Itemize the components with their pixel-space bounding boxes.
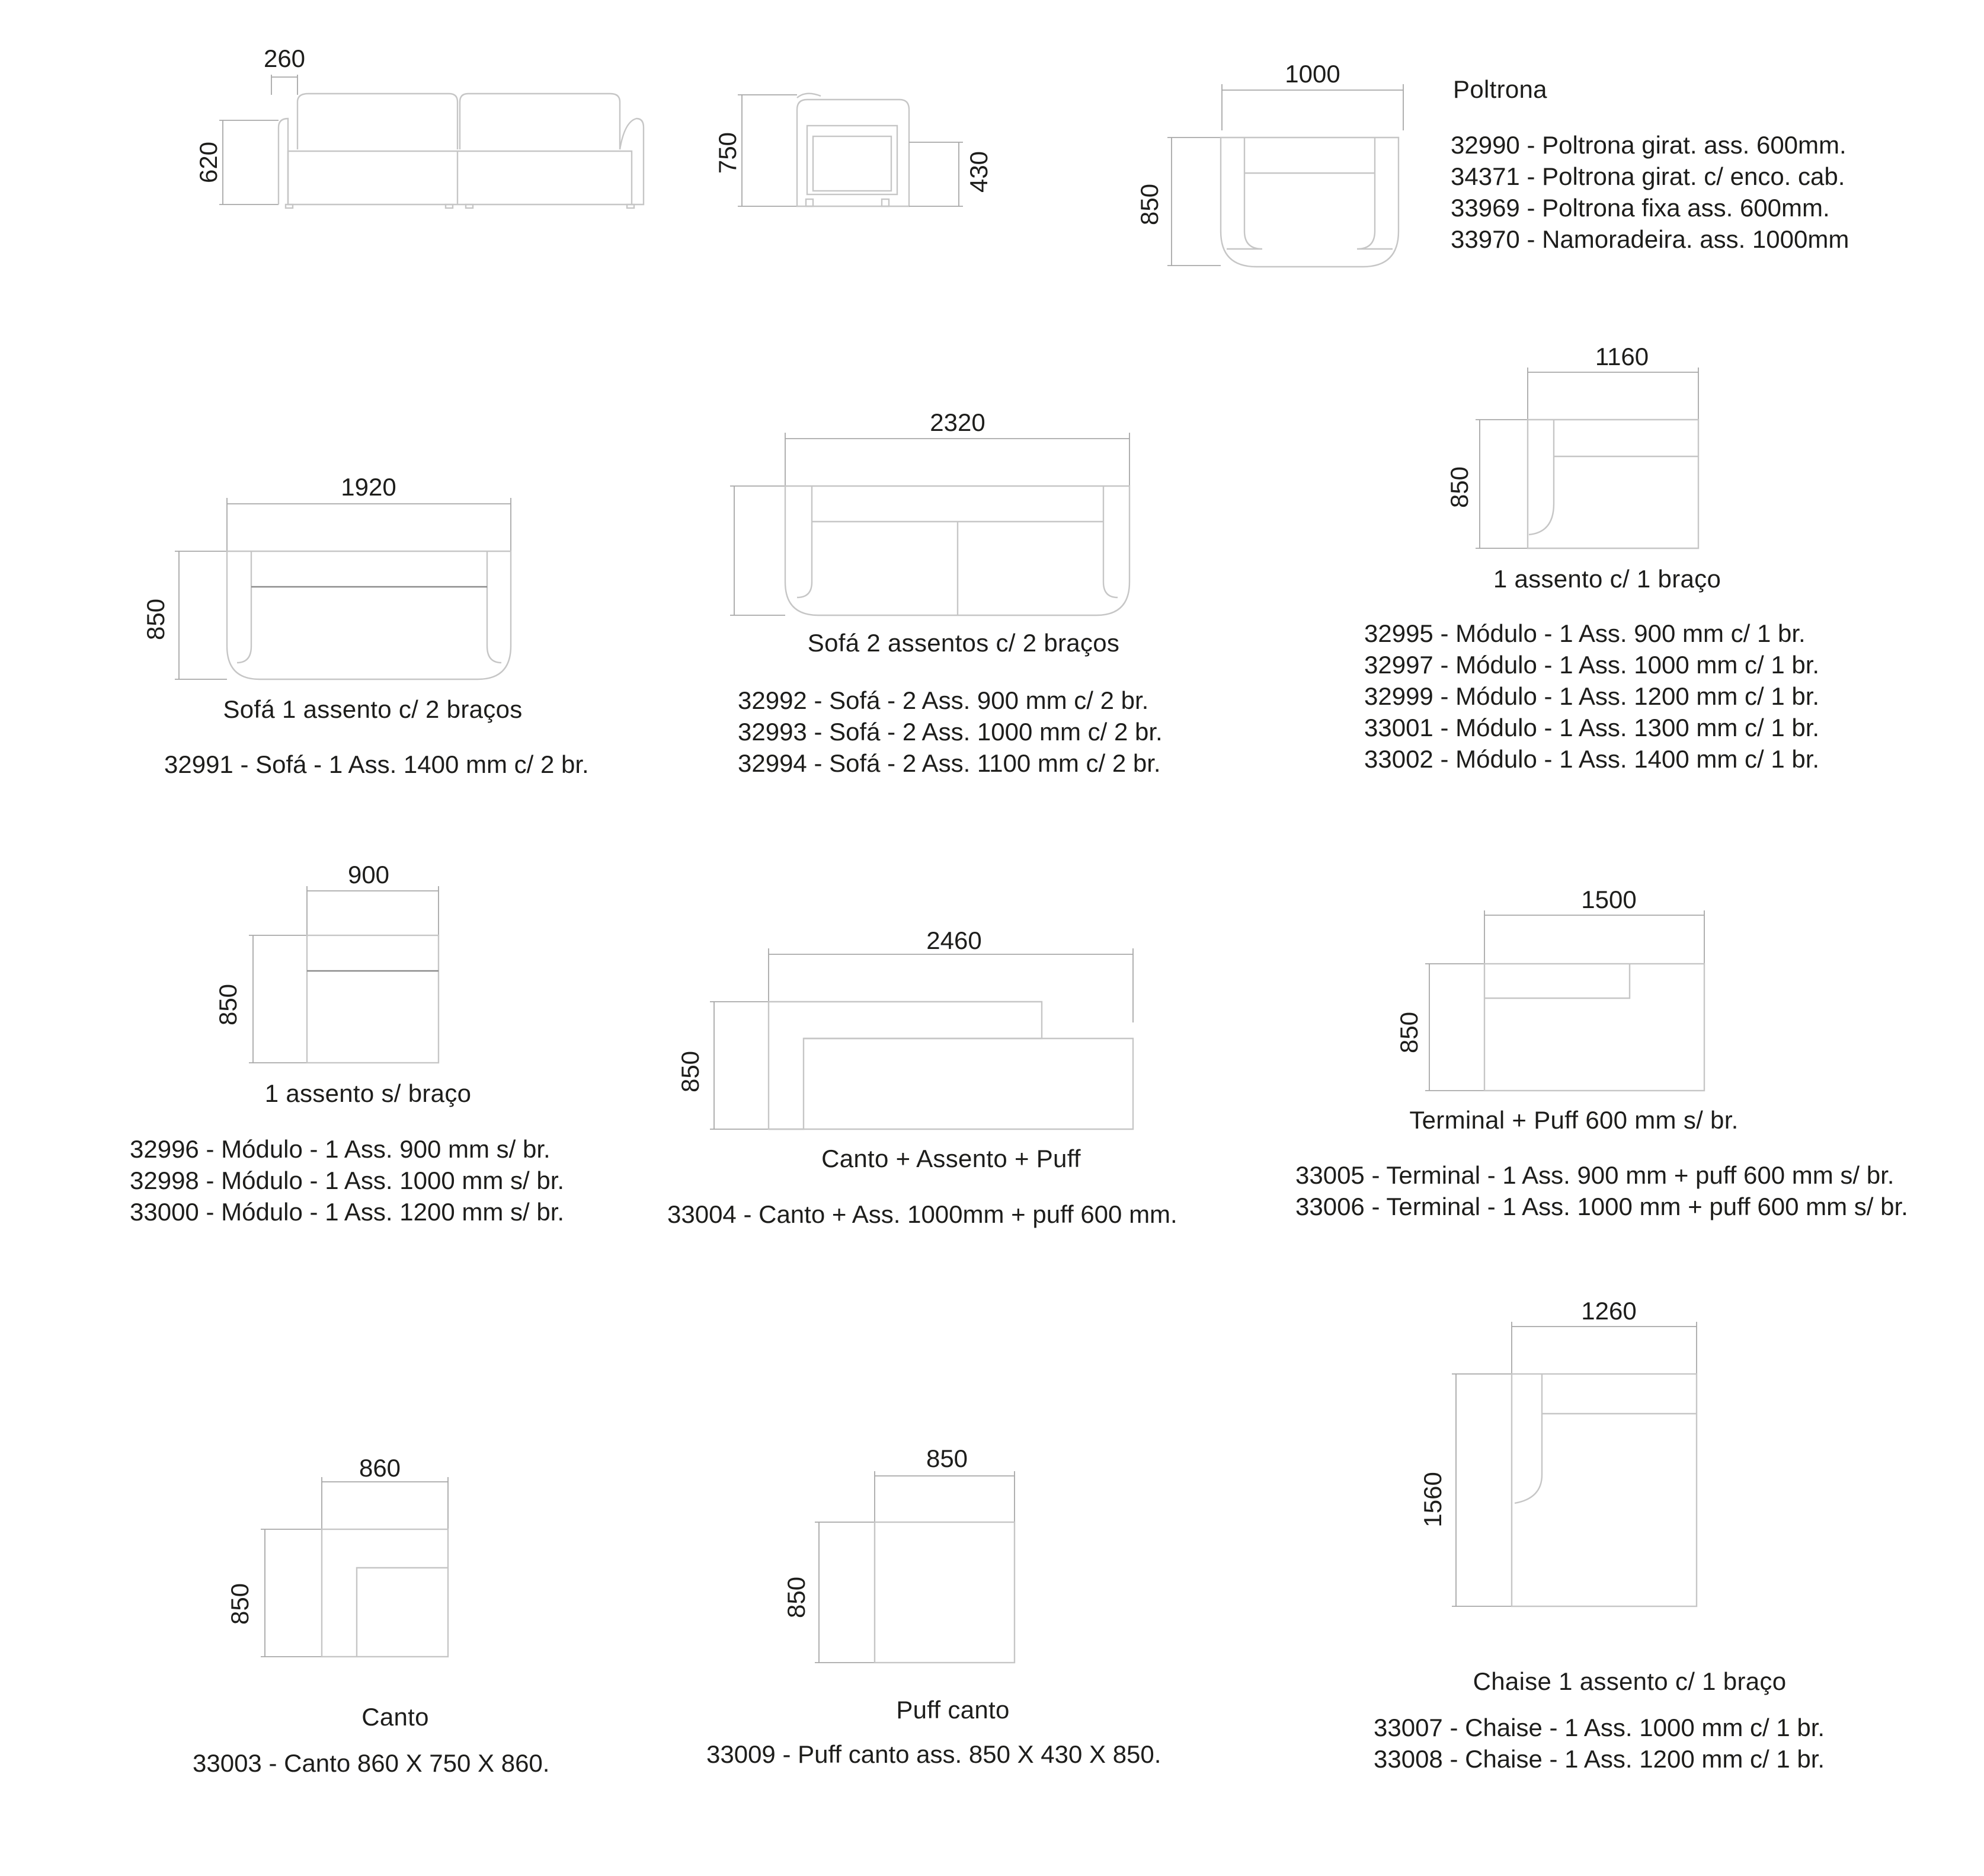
mod1b-title: 1 assento c/ 1 braço xyxy=(1493,565,1721,593)
dim-puff-width: 850 xyxy=(926,1444,968,1472)
list-item: 32992 - Sofá - 2 Ass. 900 mm c/ 2 br. xyxy=(738,686,1149,714)
sofa2-list xyxy=(738,685,1163,779)
poltrona-title: Poltrona xyxy=(1453,75,1547,103)
mod0b-plan xyxy=(249,886,439,1063)
dim-top-seat-height: 430 xyxy=(965,151,993,193)
dim-mod0b-depth: 850 xyxy=(214,983,242,1026)
dim-top-sofa-depth: 260 xyxy=(263,44,306,72)
puff-list xyxy=(706,1738,1161,1770)
list-item: 33009 - Puff canto ass. 850 X 430 X 850. xyxy=(706,1740,1161,1768)
sofa1-plan xyxy=(175,498,511,679)
terminal-plan xyxy=(1425,910,1704,1091)
canto-combo-list xyxy=(667,1199,1177,1230)
terminal-title: Terminal + Puff 600 mm s/ br. xyxy=(1409,1106,1739,1134)
list-item: 33969 - Poltrona fixa ass. 600mm. xyxy=(1451,194,1830,222)
mod1b-plan xyxy=(1476,367,1698,548)
dim-chaise-depth: 1560 xyxy=(1419,1472,1447,1527)
chaise-title: Chaise 1 assento c/ 1 braço xyxy=(1473,1667,1787,1695)
dim-poltrona-depth: 850 xyxy=(1135,183,1163,226)
dim-canto-width: 860 xyxy=(359,1454,401,1482)
dim-terminal-width: 1500 xyxy=(1581,886,1637,913)
chaise-plan xyxy=(1452,1322,1697,1606)
dim-top-sofa-height: 620 xyxy=(194,141,222,184)
dim-mod0b-width: 900 xyxy=(347,861,390,889)
canto-combo-plan xyxy=(710,948,1133,1129)
dim-sofa2-width: 2320 xyxy=(930,408,985,436)
list-item: 33002 - Módulo - 1 Ass. 1400 mm c/ 1 br. xyxy=(1364,745,1820,773)
mod0b-title: 1 assento s/ braço xyxy=(264,1079,472,1107)
dim-canto-combo-width: 2460 xyxy=(926,926,982,954)
dim-canto-depth: 850 xyxy=(226,1583,254,1625)
list-item: 33003 - Canto 860 X 750 X 860. xyxy=(193,1749,550,1777)
side-view-sofa xyxy=(738,94,963,206)
list-item: 32994 - Sofá - 2 Ass. 1100 mm c/ 2 br. xyxy=(738,749,1161,777)
canto-list xyxy=(193,1747,549,1779)
dim-puff-depth: 850 xyxy=(782,1576,810,1619)
list-item: 33970 - Namoradeira. ass. 1000mm xyxy=(1451,225,1849,253)
list-item: 33000 - Módulo - 1 Ass. 1200 mm s/ br. xyxy=(130,1198,565,1226)
poltrona-list xyxy=(1451,129,1849,255)
dim-mod1b-depth: 850 xyxy=(1445,466,1473,509)
list-item: 34371 - Poltrona girat. c/ enco. cab. xyxy=(1451,162,1845,190)
list-item: 33004 - Canto + Ass. 1000mm + puff 600 mm. xyxy=(667,1200,1177,1228)
list-item: 32996 - Módulo - 1 Ass. 900 mm s/ br. xyxy=(130,1135,551,1163)
dim-mod1b-width: 1160 xyxy=(1595,343,1649,370)
sofa2-title: Sofá 2 assentos c/ 2 braços xyxy=(807,629,1120,657)
sofa2-plan xyxy=(730,433,1129,615)
list-item: 33005 - Terminal - 1 Ass. 900 mm + puff 600 mm s/ br. xyxy=(1295,1161,1895,1189)
list-item: 32995 - Módulo - 1 Ass. 900 mm c/ 1 br. xyxy=(1364,619,1806,647)
list-item: 32993 - Sofá - 2 Ass. 1000 mm c/ 2 br. xyxy=(738,718,1163,746)
dim-sofa1-depth: 850 xyxy=(142,598,169,641)
dim-poltrona-width: 1000 xyxy=(1285,60,1340,88)
canto-plan xyxy=(261,1477,448,1657)
list-item: 33006 - Terminal - 1 Ass. 1000 mm + puff 600 mm s/ br. xyxy=(1295,1193,1908,1220)
mod1b-list xyxy=(1364,618,1819,775)
front-view-sofa xyxy=(219,75,644,208)
list-item: 33001 - Módulo - 1 Ass. 1300 mm c/ 1 br. xyxy=(1364,714,1820,742)
dim-sofa1-width: 1920 xyxy=(341,473,396,501)
terminal-list xyxy=(1295,1159,1908,1222)
list-item: 33007 - Chaise - 1 Ass. 1000 mm c/ 1 br. xyxy=(1374,1714,1825,1741)
sofa1-list xyxy=(164,749,589,780)
list-item: 33008 - Chaise - 1 Ass. 1200 mm c/ 1 br. xyxy=(1374,1745,1825,1773)
list-item: 32990 - Poltrona girat. ass. 600mm. xyxy=(1451,131,1847,159)
sofa1-title: Sofá 1 assento c/ 2 braços xyxy=(223,695,523,723)
canto-title: Canto xyxy=(361,1703,429,1731)
puff-title: Puff canto xyxy=(896,1696,1010,1724)
dim-terminal-depth: 850 xyxy=(1395,1011,1423,1054)
dim-chaise-width: 1260 xyxy=(1581,1297,1637,1325)
list-item: 32991 - Sofá - 1 Ass. 1400 mm c/ 2 br. xyxy=(164,750,589,778)
chaise-list xyxy=(1374,1712,1825,1775)
list-item: 32997 - Módulo - 1 Ass. 1000 mm c/ 1 br. xyxy=(1364,651,1820,679)
mod0b-list xyxy=(130,1133,564,1228)
dim-canto-combo-depth: 850 xyxy=(676,1050,704,1093)
poltrona-plan xyxy=(1167,84,1403,267)
list-item: 32999 - Módulo - 1 Ass. 1200 mm c/ 1 br. xyxy=(1364,682,1820,710)
dim-top-side-height: 750 xyxy=(713,132,741,174)
list-item: 32998 - Módulo - 1 Ass. 1000 mm s/ br. xyxy=(130,1166,565,1194)
puff-plan xyxy=(815,1471,1015,1663)
canto-combo-title: Canto + Assento + Puff xyxy=(821,1145,1081,1172)
